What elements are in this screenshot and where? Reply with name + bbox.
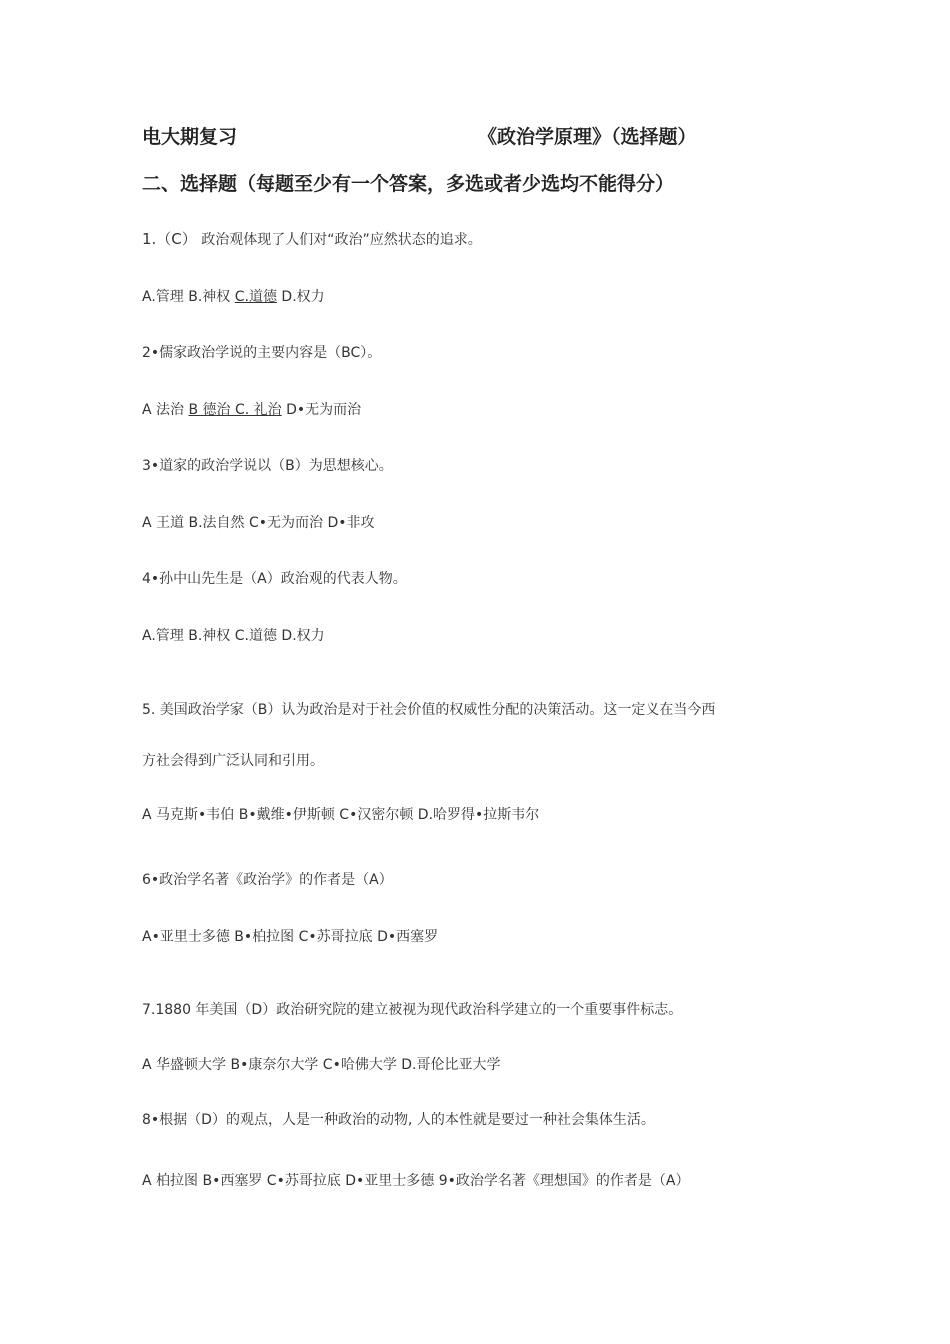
option-c-answer: C.道德 xyxy=(234,289,277,305)
question-7-options: A 华盛顿大学 B•康奈尔大学 C•哈佛大学 D.哥伦比亚大学 xyxy=(142,1057,501,1073)
section-title: 二、选择题（每题至少有一个答案，多选或者少选均不能得分） xyxy=(142,173,675,195)
question-1-options xyxy=(142,286,325,306)
header-right: 《政治学原理》（选择题） xyxy=(478,126,697,148)
question-2-options xyxy=(142,399,361,419)
question-8: 8•根据（D）的观点，人是一种政治的动物, 人的本性就是要过一种社会集体生活。 xyxy=(142,1112,655,1128)
question-5-options: A 马克斯•韦伯 B•戴维•伊斯顿 C•汉密尔顿 D.哈罗得•拉斯韦尔 xyxy=(142,807,540,823)
option-bc-answer: B 德治 C. 礼治 xyxy=(188,402,282,418)
header-left: 电大期复习 xyxy=(142,126,238,148)
question-1-number: 1.（C） xyxy=(142,230,197,248)
option-a: A.管理 xyxy=(142,289,189,305)
question-4-options: A.管理 B.神权 C.道德 D.权力 xyxy=(142,628,325,644)
question-1 xyxy=(142,228,482,249)
question-2: 2•儒家政治学说的主要内容是（BC）。 xyxy=(142,345,382,361)
question-6-options: A•亚里士多德 B•柏拉图 C•苏哥拉底 D•西塞罗 xyxy=(142,929,439,945)
question-3: 3•道家的政治学说以（B）为思想核心。 xyxy=(142,458,393,474)
option-a: A 法治 xyxy=(142,402,189,418)
question-5-line-2: 方社会得到广泛认同和引用。 xyxy=(142,753,324,769)
question-6: 6•政治学名著《政治学》的作者是（A） xyxy=(142,872,393,888)
question-3-options: A 王道 B.法自然 C•无为而治 D•非攻 xyxy=(142,515,375,531)
question-5-line-1: 5. 美国政治学家（B）认为政治是对于社会价值的权威性分配的决策活动。这一定义在当今西 xyxy=(142,702,716,718)
question-7: 7.1880 年美国（D）政治研究院的建立被视为现代政治科学建立的一个重要事件标志。 xyxy=(142,1002,683,1018)
option-d: D•无为而治 xyxy=(281,402,362,418)
question-4: 4•孙中山先生是（A）政治观的代表人物。 xyxy=(142,571,407,587)
question-1-text: 政治观体现了人们对“政治”应然状态的追求。 xyxy=(201,232,482,248)
option-b: B.神权 xyxy=(188,289,235,305)
option-d: D.权力 xyxy=(276,289,325,305)
question-8-options: A 柏拉图 B•西塞罗 C•苏哥拉底 D•亚里士多德 9•政治学名著《理想国》的作者是（A） xyxy=(142,1173,690,1189)
